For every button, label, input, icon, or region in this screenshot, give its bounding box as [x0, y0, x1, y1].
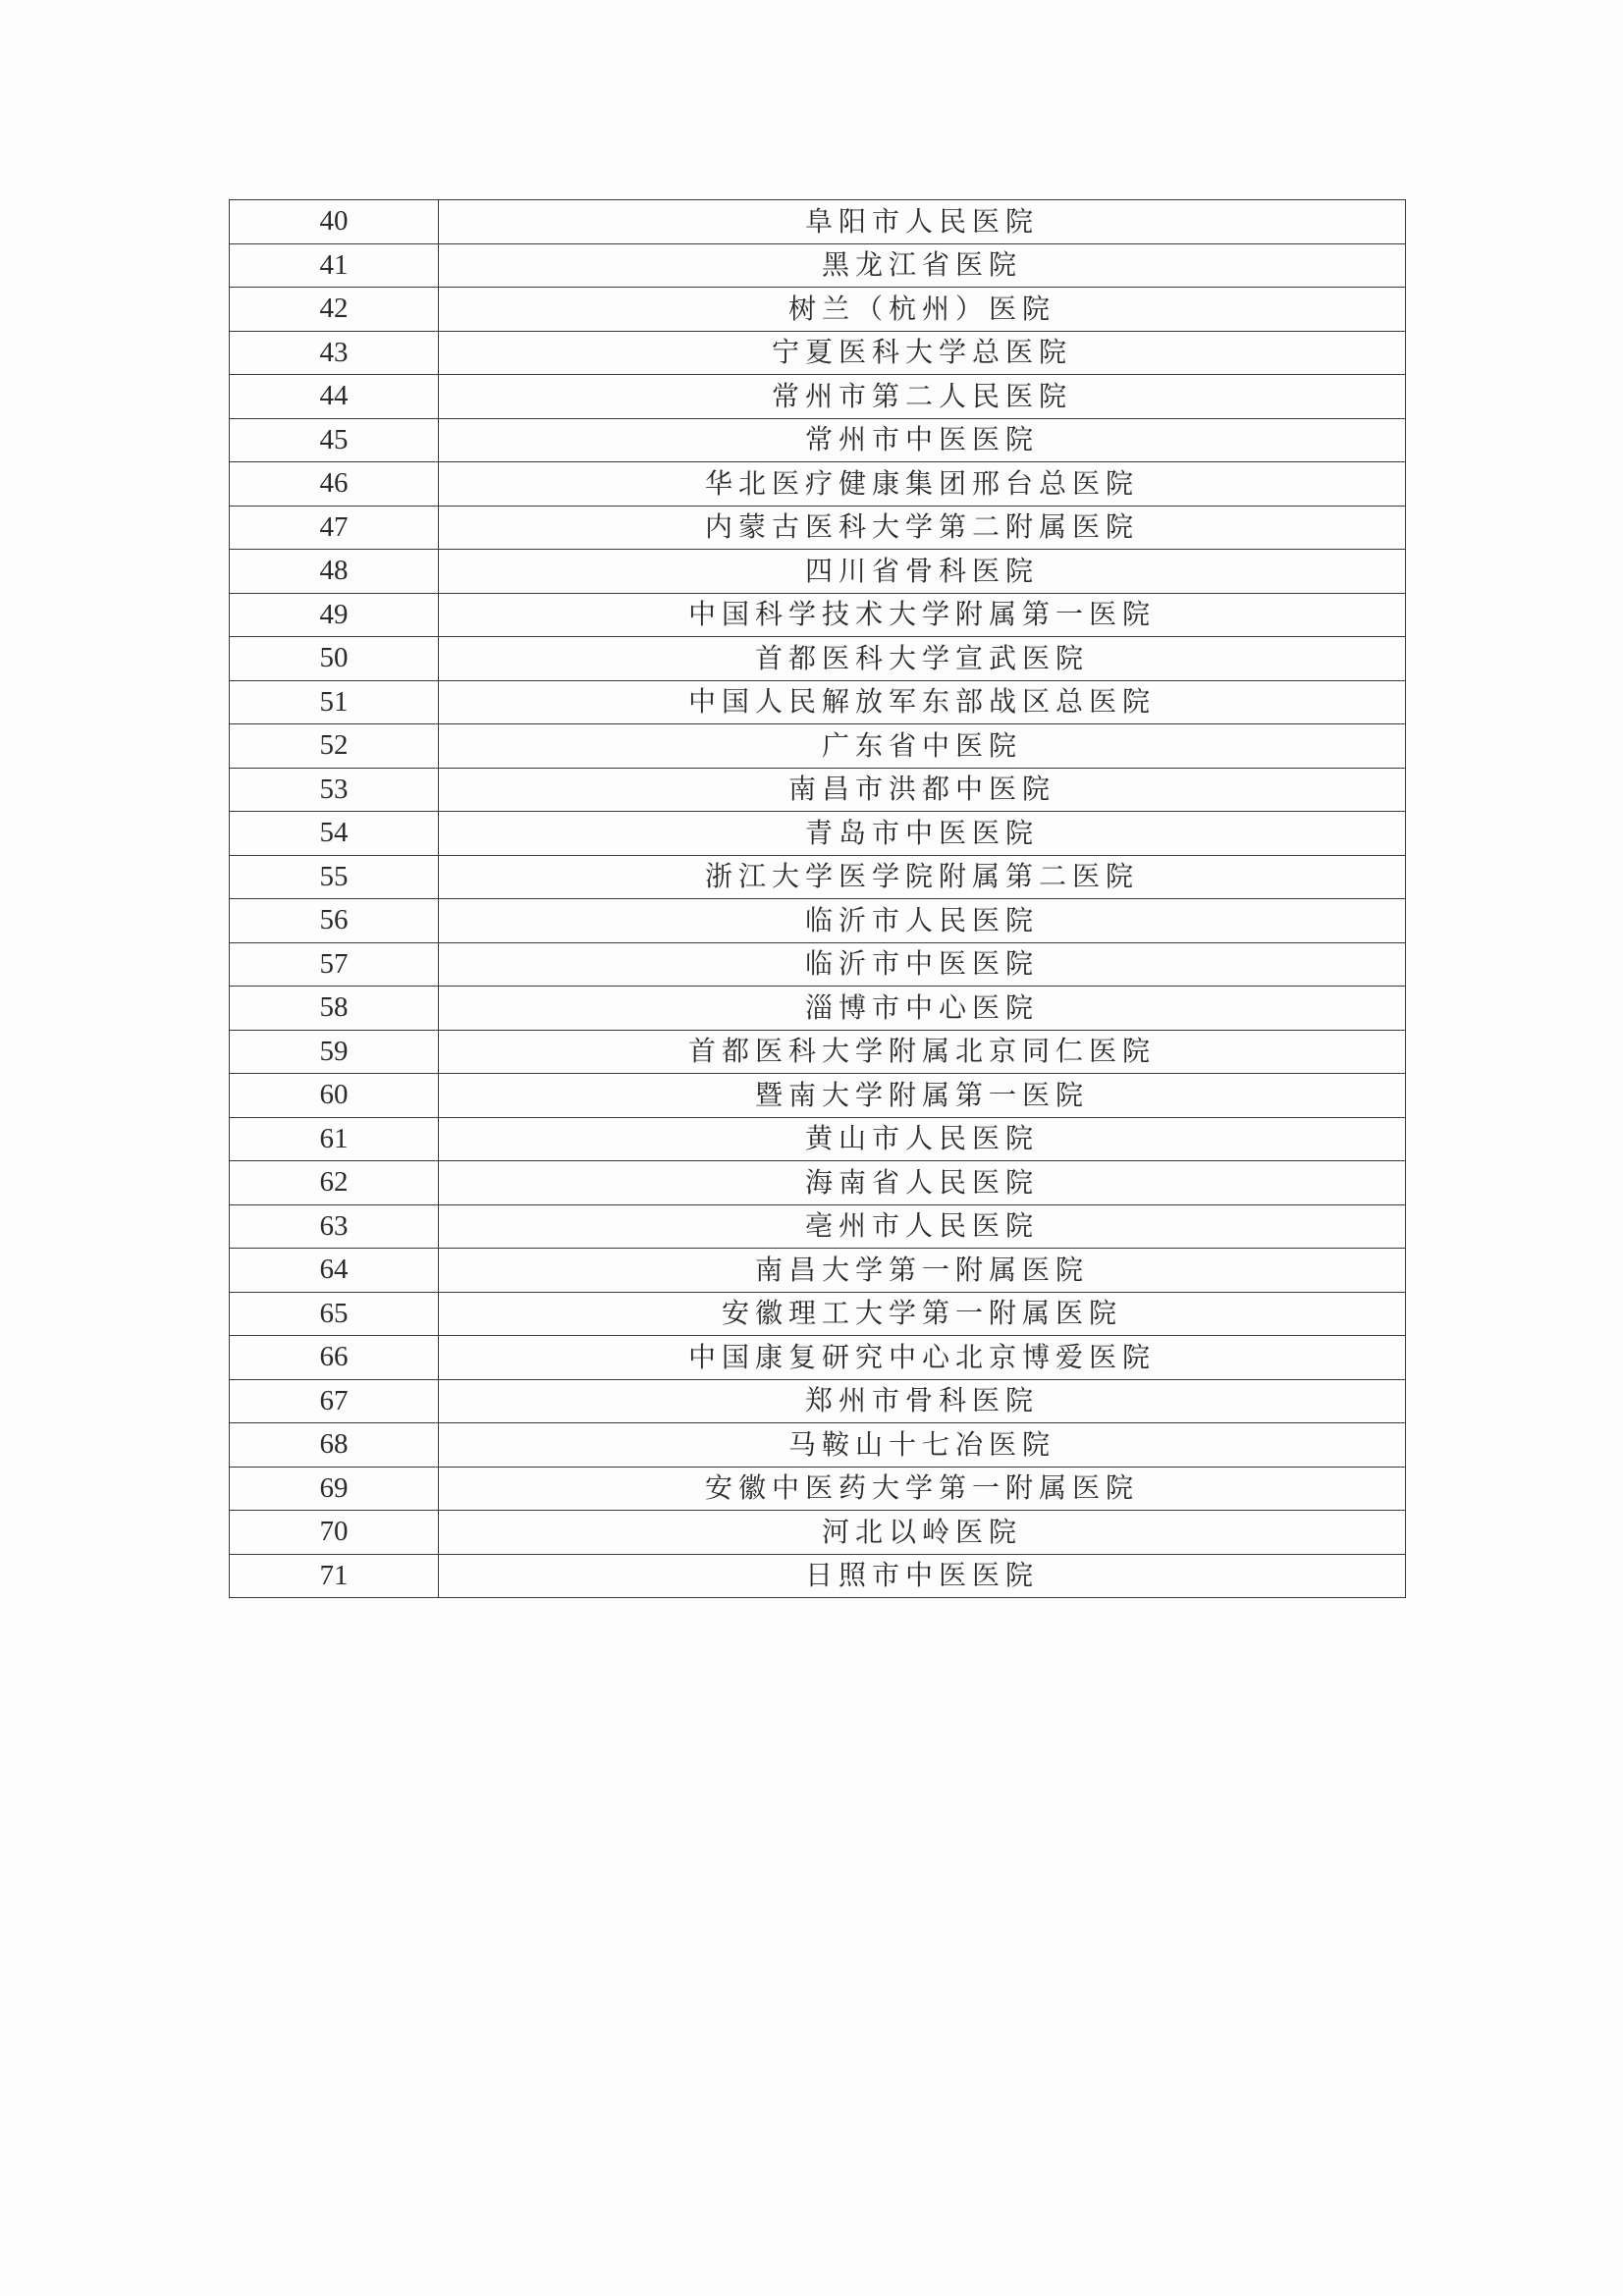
row-number: 68	[230, 1423, 439, 1468]
hospital-name: 黄山市人民医院	[439, 1117, 1406, 1161]
hospital-name: 宁夏医科大学总医院	[439, 331, 1406, 375]
row-number: 57	[230, 942, 439, 987]
table-row	[230, 550, 1406, 594]
table-row	[230, 1511, 1406, 1555]
table-row	[230, 1423, 1406, 1468]
hospital-list-table	[229, 199, 1406, 1598]
hospital-name: 首都医科大学附属北京同仁医院	[439, 1030, 1406, 1074]
table-row	[230, 593, 1406, 637]
table-row	[230, 942, 1406, 987]
table-row	[230, 1161, 1406, 1205]
table-row	[230, 1249, 1406, 1293]
row-number: 64	[230, 1249, 439, 1293]
hospital-name: 南昌市洪都中医院	[439, 768, 1406, 812]
row-number: 63	[230, 1204, 439, 1249]
row-number: 52	[230, 724, 439, 769]
row-number: 66	[230, 1336, 439, 1380]
hospital-name: 阜阳市人民医院	[439, 200, 1406, 244]
table-row	[230, 812, 1406, 856]
table-row	[230, 768, 1406, 812]
row-number: 48	[230, 550, 439, 594]
hospital-name: 浙江大学医学院附属第二医院	[439, 855, 1406, 899]
table-row	[230, 462, 1406, 507]
hospital-name: 首都医科大学宣武医院	[439, 637, 1406, 681]
row-number: 49	[230, 593, 439, 637]
row-number: 55	[230, 855, 439, 899]
table-row	[230, 680, 1406, 724]
hospital-name: 常州市中医医院	[439, 418, 1406, 462]
table-row	[230, 418, 1406, 462]
row-number: 70	[230, 1511, 439, 1555]
row-number: 71	[230, 1554, 439, 1598]
hospital-name: 临沂市人民医院	[439, 899, 1406, 943]
row-number: 46	[230, 462, 439, 507]
table-row	[230, 1117, 1406, 1161]
hospital-name: 暨南大学附属第一医院	[439, 1074, 1406, 1118]
row-number: 54	[230, 812, 439, 856]
row-number: 42	[230, 288, 439, 332]
table-row	[230, 288, 1406, 332]
row-number: 58	[230, 987, 439, 1031]
hospital-name: 中国科学技术大学附属第一医院	[439, 593, 1406, 637]
hospital-list-body	[230, 200, 1406, 1598]
row-number: 61	[230, 1117, 439, 1161]
row-number: 60	[230, 1074, 439, 1118]
hospital-name: 临沂市中医医院	[439, 942, 1406, 987]
table-row	[230, 987, 1406, 1031]
table-row	[230, 506, 1406, 550]
row-number: 50	[230, 637, 439, 681]
row-number: 44	[230, 375, 439, 419]
hospital-name: 树兰（杭州）医院	[439, 288, 1406, 332]
row-number: 45	[230, 418, 439, 462]
hospital-name: 日照市中医医院	[439, 1554, 1406, 1598]
table-row	[230, 1030, 1406, 1074]
table-row	[230, 331, 1406, 375]
row-number: 67	[230, 1379, 439, 1423]
hospital-name: 常州市第二人民医院	[439, 375, 1406, 419]
row-number: 65	[230, 1292, 439, 1336]
row-number: 51	[230, 680, 439, 724]
table-row	[230, 1292, 1406, 1336]
table-row	[230, 1379, 1406, 1423]
table-row	[230, 243, 1406, 288]
row-number: 69	[230, 1467, 439, 1511]
row-number: 62	[230, 1161, 439, 1205]
hospital-name: 安徽理工大学第一附属医院	[439, 1292, 1406, 1336]
table-row	[230, 855, 1406, 899]
table-row	[230, 1467, 1406, 1511]
hospital-name: 黑龙江省医院	[439, 243, 1406, 288]
hospital-name: 安徽中医药大学第一附属医院	[439, 1467, 1406, 1511]
row-number: 56	[230, 899, 439, 943]
hospital-name: 河北以岭医院	[439, 1511, 1406, 1555]
table-row	[230, 637, 1406, 681]
table-row	[230, 200, 1406, 244]
table-row	[230, 1336, 1406, 1380]
row-number: 43	[230, 331, 439, 375]
hospital-name: 南昌大学第一附属医院	[439, 1249, 1406, 1293]
table-row	[230, 375, 1406, 419]
hospital-name: 华北医疗健康集团邢台总医院	[439, 462, 1406, 507]
row-number: 47	[230, 506, 439, 550]
hospital-name: 四川省骨科医院	[439, 550, 1406, 594]
hospital-name: 淄博市中心医院	[439, 987, 1406, 1031]
hospital-name: 马鞍山十七冶医院	[439, 1423, 1406, 1468]
table-row	[230, 1074, 1406, 1118]
hospital-name: 内蒙古医科大学第二附属医院	[439, 506, 1406, 550]
table-row	[230, 899, 1406, 943]
hospital-name: 中国人民解放军东部战区总医院	[439, 680, 1406, 724]
hospital-name: 郑州市骨科医院	[439, 1379, 1406, 1423]
row-number: 41	[230, 243, 439, 288]
hospital-name: 中国康复研究中心北京博爱医院	[439, 1336, 1406, 1380]
row-number: 59	[230, 1030, 439, 1074]
table-row	[230, 1554, 1406, 1598]
table-row	[230, 1204, 1406, 1249]
hospital-name: 亳州市人民医院	[439, 1204, 1406, 1249]
hospital-name: 青岛市中医医院	[439, 812, 1406, 856]
row-number: 40	[230, 200, 439, 244]
hospital-name: 海南省人民医院	[439, 1161, 1406, 1205]
hospital-name: 广东省中医院	[439, 724, 1406, 769]
row-number: 53	[230, 768, 439, 812]
table-row	[230, 724, 1406, 769]
